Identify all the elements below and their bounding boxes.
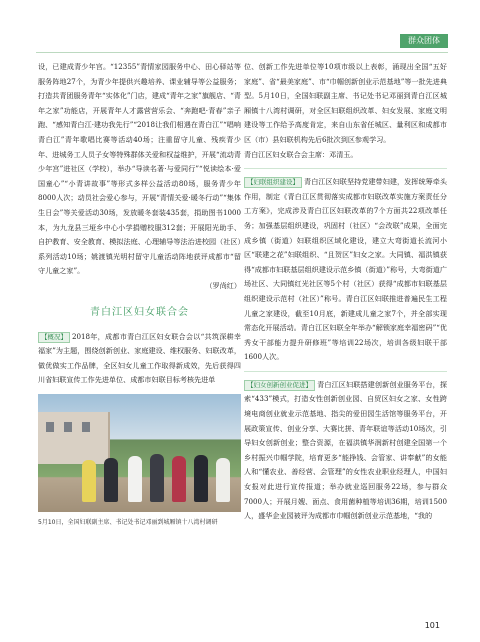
photo-window [46,422,54,432]
photo-person [82,460,96,502]
photo-person [216,458,230,502]
photo-person [194,455,208,502]
photo-building [38,412,110,464]
overview-paragraph [38,330,241,388]
block-divider [244,371,447,372]
overview-tag: 【概况】 [38,332,70,343]
career-paragraph [244,378,447,524]
intro-paragraph: 位、创新工作先进单位等10项市级以上表彰，涌现出全国“五好家庭”、省“最美家庭”、市“巾帼创新创业示范基地”等一批先进典型。5月10日，全国妇联副主席、书记处书记邓丽到青白江区城厢镇十八湾村调研，对全区妇联组织改革、妇女发展、家庭文明建设等工作给予高度肯定，来自山东省任城区、量利区和成都市区（市）县妇联机构先后6批次到区参观学习。 [244,62,447,144]
page-number: 101 [424,621,440,630]
career-tag: 【妇女创新创业促进】 [244,380,315,391]
org-building-tag: 【妇联组织建设】 [244,177,302,188]
header-divider [36,52,448,53]
section-tab: 群众团体 [400,34,448,48]
section-title: 青白江区妇女联合会 [90,306,189,318]
photo-person [150,454,164,502]
block-divider [244,168,447,169]
contact-line: 青白江区妇女联合会主席：邓清玉。 [244,149,358,159]
body-paragraph: 设，已建成青少年宫。“12355”青情家园服务中心、田心驿站等服务阵地27个，为青少年提供兴趣培养、课业辅导等公益服务；打造共青团服务青年“实体化”门店，建成“青年之家”旗舰店、“青年之家”功能店，开展青年人才露营营乐会、“奔跑吧·青春”亲子跑、“感知青白江·建功我先行”“2018让我们相遇在青白江”“唱响青白江”青年歌唱比赛等活动40场；注重留守儿童、残疾青少年、进城务工人员子女等特殊群体关爱和权益维护，开展“流动青少年宫”进社区（学校），举办“导读名著·与爱同行”“悦读绘本·爱国童心”“小青讲故事”等形式多样公益活动80场，服务青少年8000人次；动员社会爱心参与，开展“青情关爱·暖冬行动”“集体生日会”等关爱活动30场，发放暖冬套装435套，捐助图书1000本，为九龙县三垭乡中心小学捐赠校服312套；开展阳光助手、自护教育、安全教育、模拟法庭、心理辅导等法治进校园（社区）系列活动10场；姚渡镇光明村留守儿童活动阵地获评成都市“留守儿童之家”。 [38,62,241,276]
org-building-text: 青白江区妇联坚持党建带妇建，发挥统筹牵头作用，制定《青白江区贯彻落实成都市妇联改革实施方案责任分工方案》，完成涉及青白江区妇联改革的7个方面共22项改革任务；加强基层组织建设，巩固村（社区）“会改联”成果，全面完成乡镇（街道）妇联组织区域化建设，建立大弯街道长流河小区“联建之花”妇联组织、“且贺区”妇女之家。大同镇、福洪镇获得“成都市妇联基层组织建设示范乡镇（街道）”称号，大弯街道广场社区、大同镇红光社区等5个村（社区）获得“成都市妇联基层组织建设示范村（社区）”称号。青白江区妇联推进普遍民生工程儿童之家建设，截至10月底，新建成儿童之家7个，并全部实现常态化开展活动。青白江区妇联全年举办“解锁家庭幸福密码”“优秀女干部能力提升研修班”等培训22场次，培训各级妇联干部1600人次。 [244,177,447,362]
photo-window [82,422,90,432]
career-text: 青白江区妇联搭建创新创业服务平台，探索“433”模式，打造女性创新创业园、自贸区妇女之家、女性跨境电商创业就业示范基地、指尖的爱田园生活馆等服务平台，开展政策宣传、创业分享、大赛比拼、青年联谊等活动10场次，引导妇女创新创业；整合资源，在福洪镇华润新村创建全国第一个乡村振兴巾帼学院，培育更多“能挣钱、会管家、讲奉献”的女能人和“懂农业、善经营、会管理”的女性农业职业经理人，中国妇女报对此进行宣传报道；举办就业巡回服务22场，参与群众7000人；开展月嫂、面点、食用菌种植等培训36期，培训1500人，盛华企业园被评为成都市巾帼创新创业示范基地，“我的 [244,379,447,521]
photo-person [172,456,186,502]
right-column [244,60,447,524]
photo-window [64,422,72,432]
left-column [38,60,241,528]
author-signature: （罗尚红） [205,280,241,290]
photo-caption: 5月10日，全国妇联副主席、书记处书记邓丽到城厢镇十八湾村调研 [38,518,218,526]
org-building-paragraph [244,175,447,365]
photo-person [104,458,118,502]
overview-text: 2018年，成都市青白江区妇女联合会以“共筑深耕幸福家”为主题，围绕创新创业、家庭建设、维权服务、妇联改革，做优做实工作品牌，全区妇女儿童工作取得新成效，先后获得四川省妇联宣传工作先进单位、成都市妇联目标考核先进单 [38,331,241,385]
event-photo [38,394,241,512]
photo-person [128,456,142,502]
